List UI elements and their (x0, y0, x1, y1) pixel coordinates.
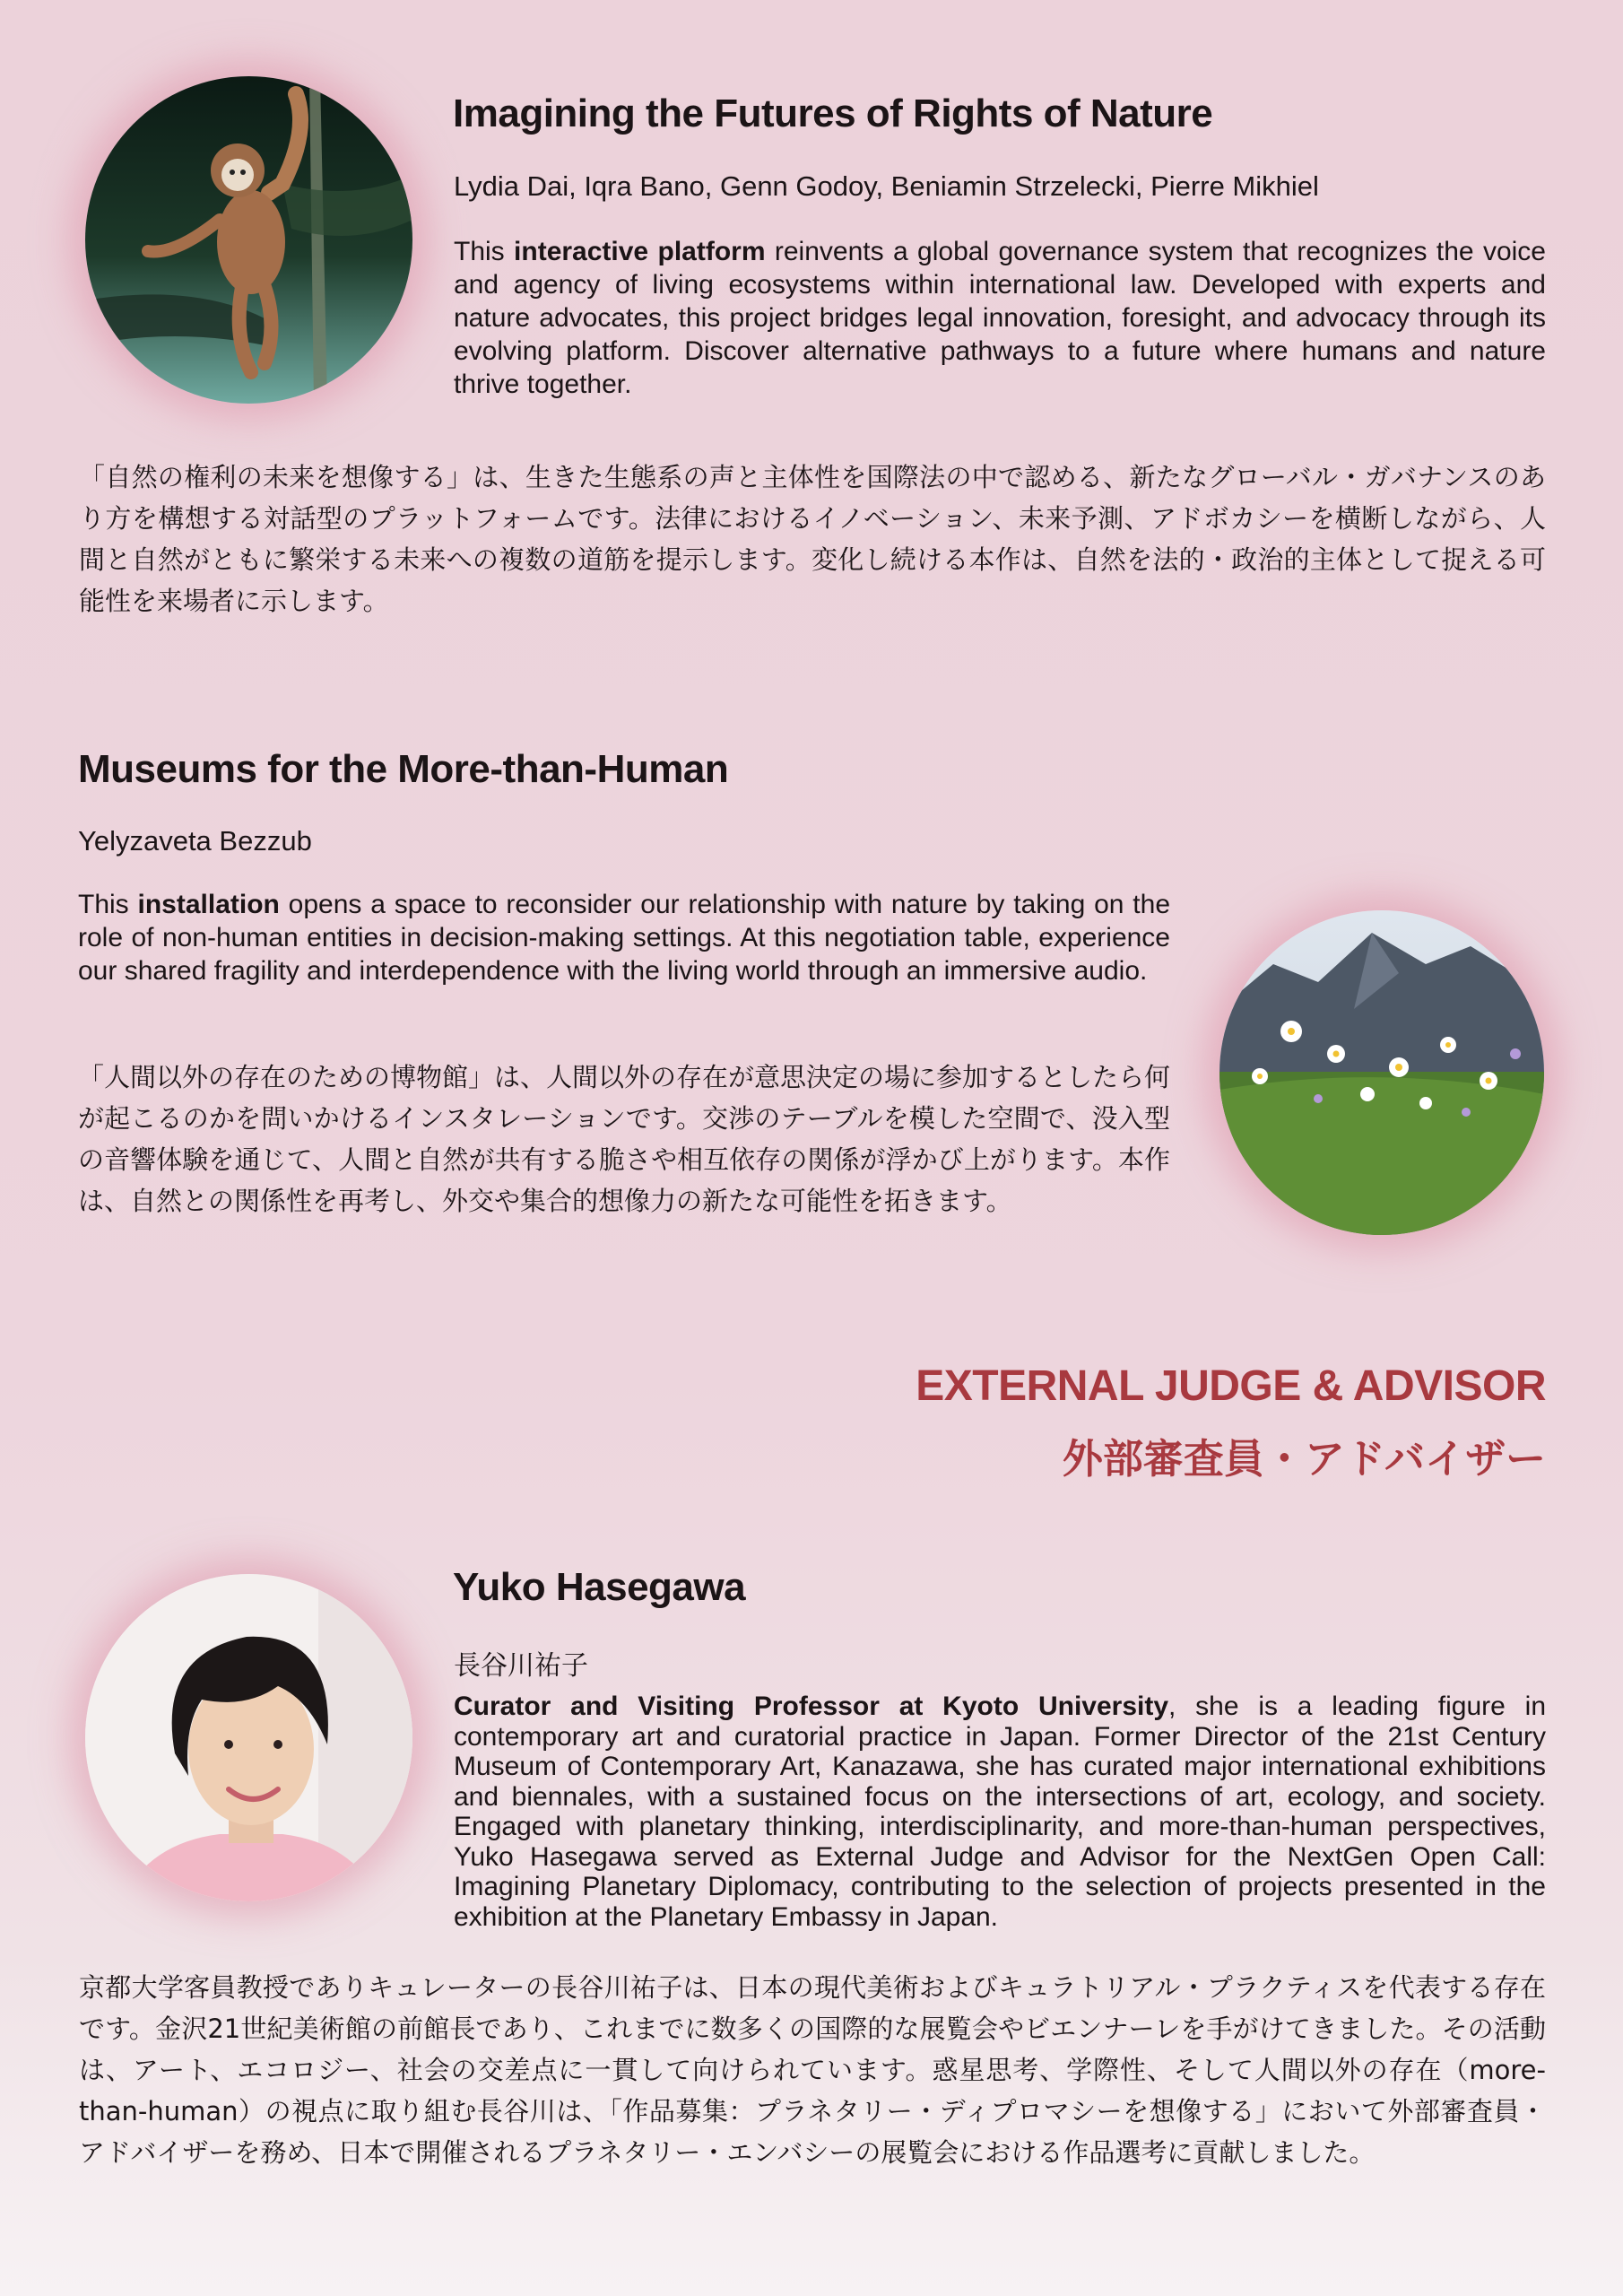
mountain-image (1219, 910, 1544, 1235)
project1-title: Imagining the Futures of Rights of Nature (453, 91, 1213, 135)
project2-desc-pre: This (78, 890, 138, 919)
judge-bio-bold: Curator and Visiting Professor at Kyoto University (454, 1692, 1169, 1721)
judge-name-jp: 長谷川祐子 (454, 1650, 588, 1682)
project1-description (454, 235, 1546, 401)
project2-description (78, 888, 1170, 987)
portrait-image (85, 1574, 412, 1901)
judge-jp-bio: 京都大学客員教授でありキュレーターの長谷川祐子は、日本の現代美術およびキュラトリアル・プラクティスを代表する存在です。金沢21世紀美術館の前館長であり、これまでに数多くの国際的な展覧会やビエンナーレを手がけてきました。その活動は、アート、エコロジー、社会の交差点に一貫して向けられています。惑星思考、学際性、そして人間以外の存在（more-than-human）の視点に取り組む長谷川は、「作品募集：プラネタリー・ディプロマシーを想像する」において外部審査員・アドバイザーを務め、日本で開催されるプラネタリー・エンバシーの展覧会における作品選考に貢献しました。 (79, 1972, 1546, 2168)
gibbon-image (85, 76, 412, 404)
project1-authors: Lydia Dai, Iqra Bano, Genn Godoy, Beniamin Strzelecki, Pierre Mikhiel (454, 170, 1319, 202)
portrait-photo (85, 1574, 412, 1901)
judge-bio (454, 1692, 1546, 1932)
section-heading-jp: 外部審査員・アドバイザー (1062, 1435, 1546, 1483)
project1-desc-post: reinvents a global governance system that recognizes the voice and agency of living ecosystems within international law. Developed with experts and nature advocates, this project bridges legal innovation, foresight, and advocacy through its evolving platform. Discover alternative pathways to a future where humans and nature thrive together. (454, 237, 1546, 399)
project2-desc-bold: installation (137, 890, 280, 919)
project1-jp-description: 「自然の権利の未来を想像する」は、生きた生態系の声と主体性を国際法の中で認める、新たなグローバル・ガバナンスのあり方を構想する対話型のプラットフォームです。法律におけるイノベーション、未来予測、アドボカシーを横断しながら、人間と自然がともに繁栄する未来への複数の道筋を提示します。変化し続ける本作は、自然を法的・政治的主体として捉える可能性を来場者に示します。 (79, 462, 1546, 616)
project2-desc-post: opens a space to reconsider our relationship with nature by taking on the role of non-human entities in decision-making settings. At this negotiation table, experience our shared fragility and interdependence with the living world through an immersive audio. (78, 890, 1170, 986)
project2-authors: Yelyzaveta Bezzub (78, 825, 312, 857)
gibbon-photo (85, 76, 412, 404)
project1-desc-bold: interactive platform (514, 237, 766, 266)
project2-title: Museums for the More-than-Human (78, 747, 729, 791)
judge-bio-post: , she is a leading figure in contemporary art and curatorial practice in Japan. Former Director of the 21st Century Museum of Contemporary Art, Kanazawa, she has curated major international exhibitions and biennales, with a sustained focus on the intersections of art, ecology, and society. Engaged with planetary thinking, interdisciplinarity, and more-than-human perspectives, Yuko Hasegawa served as External Judge and Advisor for the NextGen Open Call: Imagining Planetary Diplomacy, contributing to the selection of projects presented in the exhibition at the Planetary Embassy in Japan. (454, 1692, 1546, 1932)
project1-desc-pre: This (454, 237, 515, 266)
section-heading-en: EXTERNAL JUDGE & ADVISOR (916, 1362, 1546, 1410)
project2-jp-description: 「人間以外の存在のための博物館」は、人間以外の存在が意思決定の場に参加するとしたら何が起こるのかを問いかけるインスタレーションです。交渉のテーブルを模した空間で、没入型の音響体験を通じて、人間と自然が共有する脆さや相互依存の関係が浮かび上がります。本作は、自然との関係性を再考し、外交や集合的想像力の新たな可能性を拓きます。 (78, 1062, 1171, 1216)
judge-name: Yuko Hasegawa (453, 1565, 746, 1609)
mountain-flowers-photo (1219, 910, 1544, 1235)
